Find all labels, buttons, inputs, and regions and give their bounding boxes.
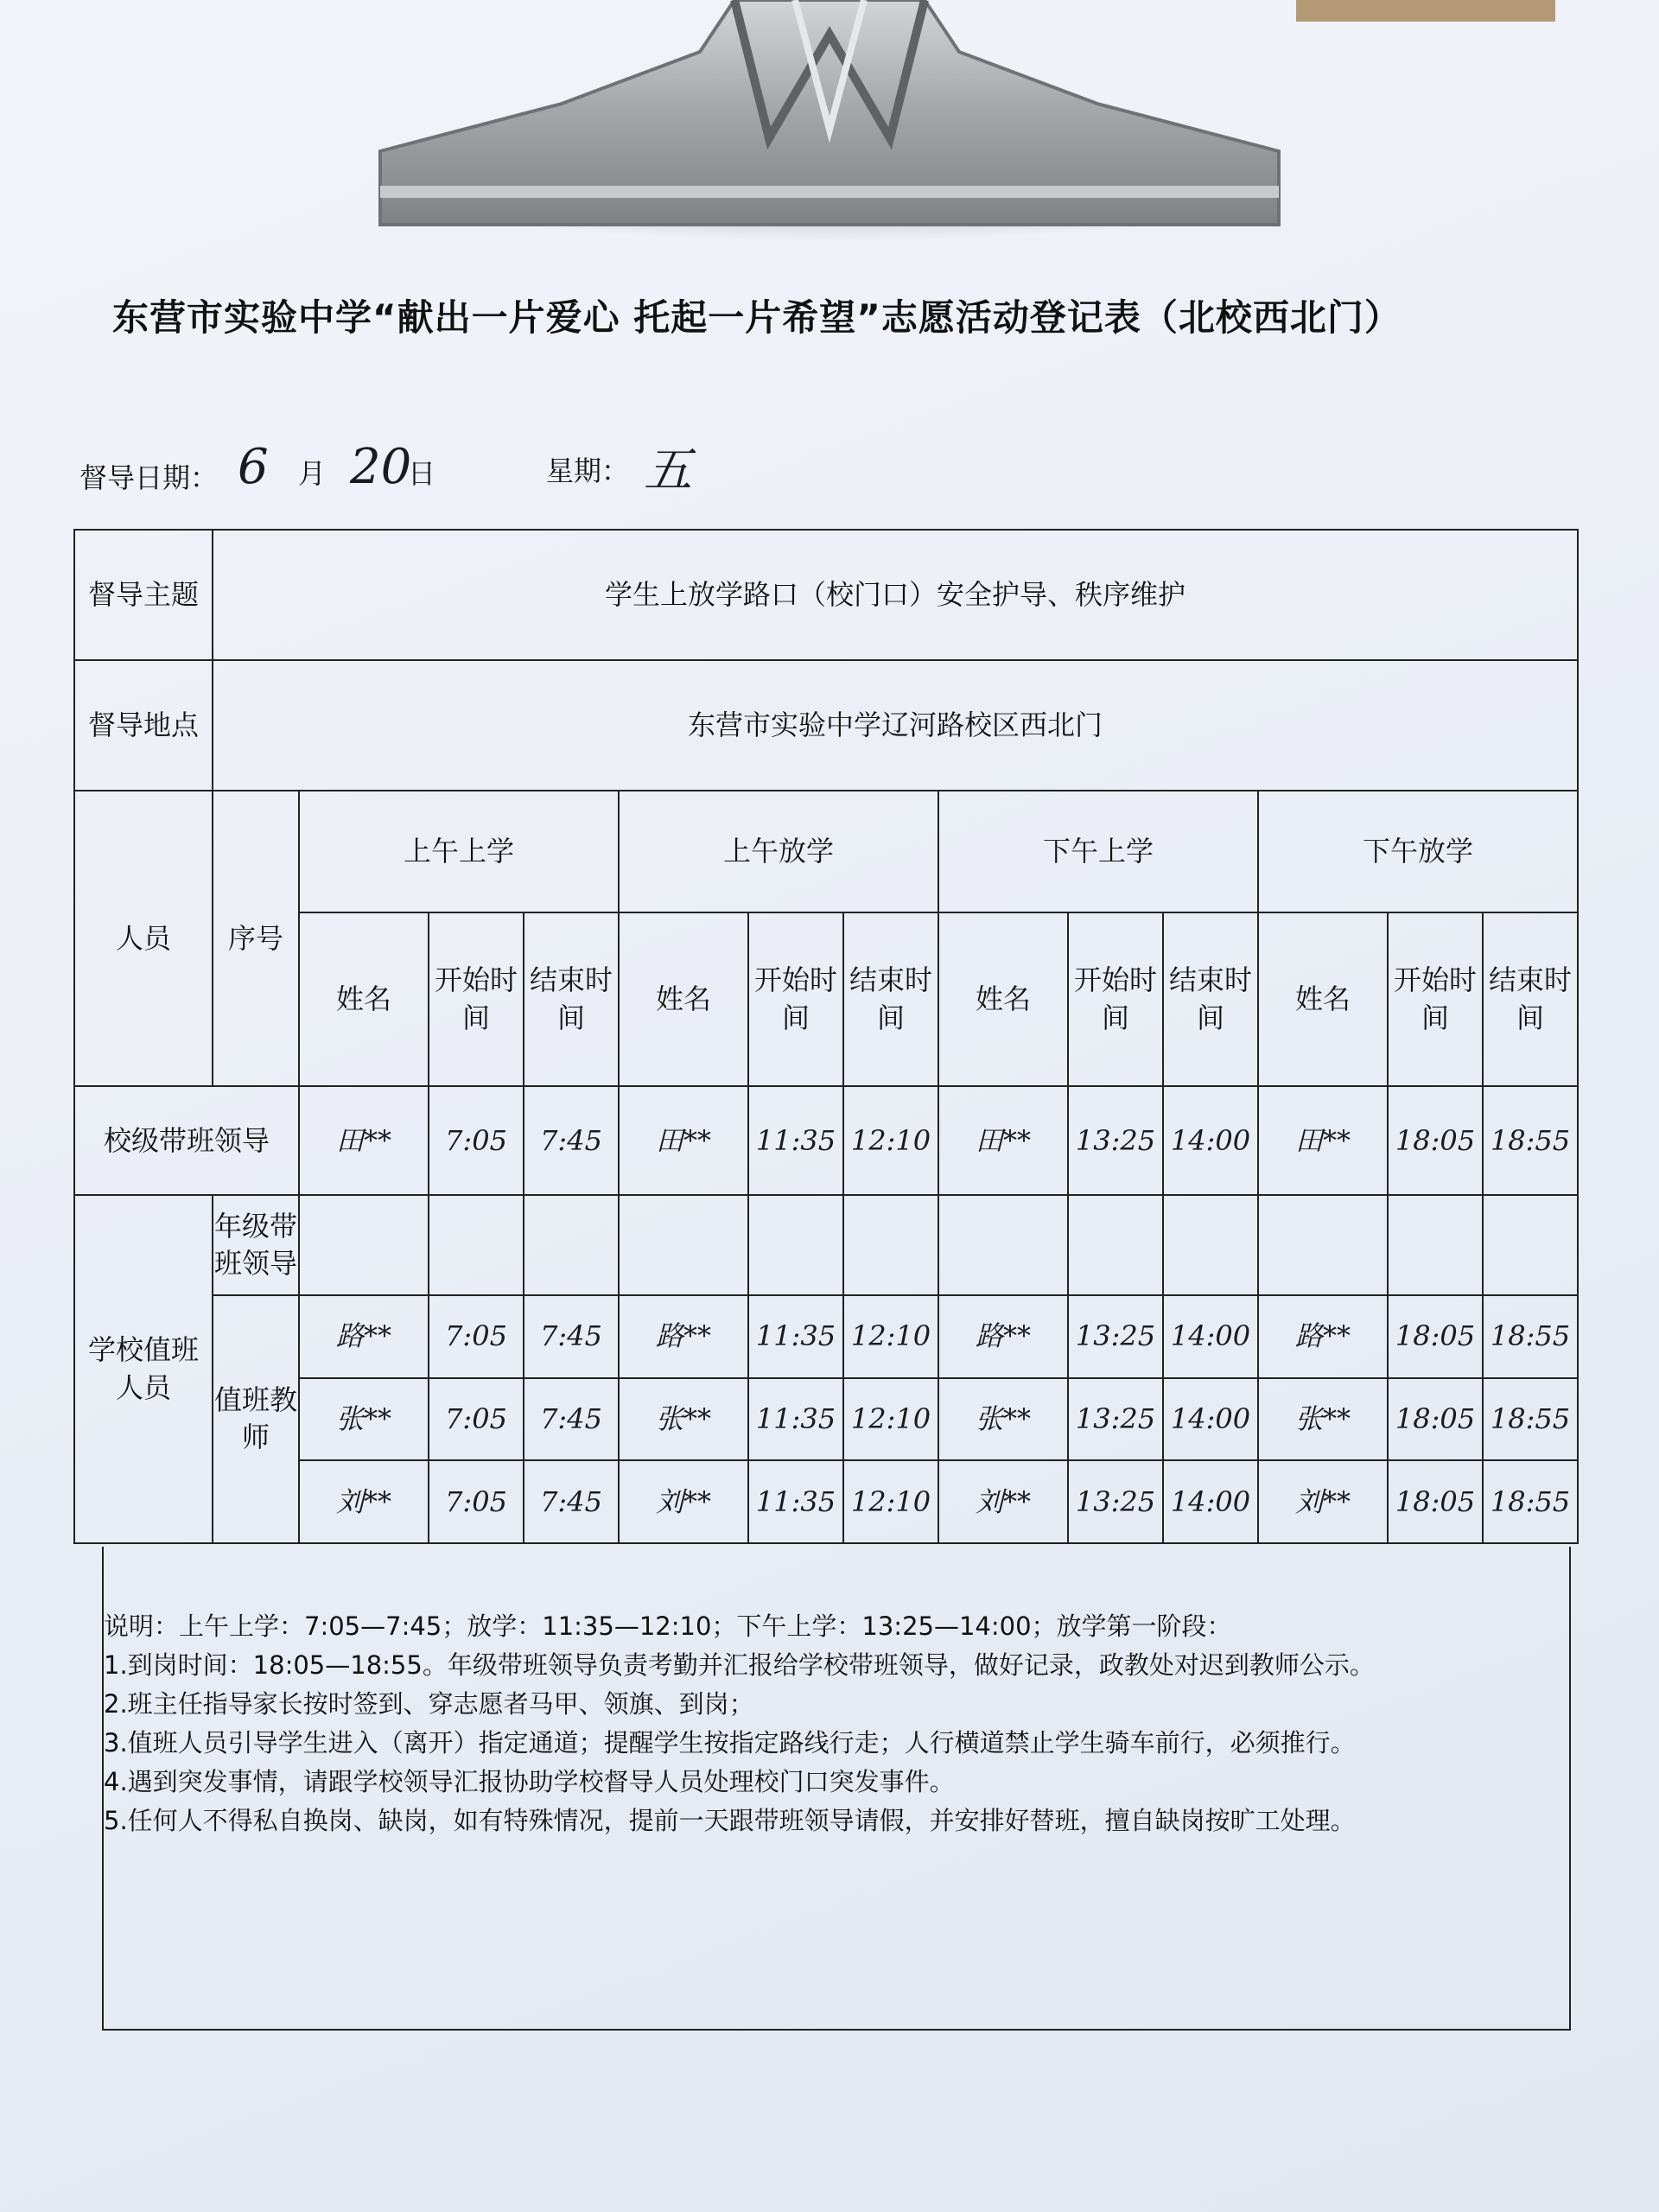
teacher-cell: 18:05 [1388, 1378, 1483, 1461]
location-value: 东营市实验中学辽河路校区西北门 [213, 660, 1578, 791]
leader-cell: 田** [1258, 1086, 1388, 1195]
teacher-cell: 张** [1258, 1378, 1388, 1461]
date-label: 督导日期： [79, 461, 219, 494]
grade-leader-cell [1483, 1195, 1578, 1295]
sub-header-start: 开始时间 [748, 912, 843, 1086]
sub-header-name: 姓名 [938, 912, 1068, 1086]
teacher-cell: 路** [619, 1295, 748, 1378]
teacher-cell: 7:05 [429, 1378, 524, 1461]
personnel-header: 人员 [74, 791, 213, 1086]
teacher-cell: 路** [938, 1295, 1068, 1378]
teacher-cell: 14:00 [1163, 1295, 1258, 1378]
day-char: 日 [408, 457, 436, 490]
teacher-cell: 路** [299, 1295, 429, 1378]
note-line: 2.班主任指导家长按时签到、穿志愿者马甲、领旗、到岗； [104, 1689, 754, 1719]
clipboard-board [1296, 0, 1555, 22]
teacher-cell: 张** [619, 1378, 748, 1461]
weekday-label: 星期： [546, 454, 630, 487]
teacher-cell: 18:55 [1483, 1460, 1578, 1543]
teacher-cell: 7:45 [524, 1378, 619, 1461]
teacher-cell: 13:25 [1068, 1295, 1163, 1378]
teacher-cell: 18:55 [1483, 1378, 1578, 1461]
teacher-cell: 刘** [619, 1460, 748, 1543]
leader-cell: 13:25 [1068, 1086, 1163, 1195]
note-line: 说明：上午上学：7:05—7:45；放学：11:35—12:10；下午上学：13:25—14:00；放学第一阶段： [104, 1611, 1232, 1641]
registration-table [73, 529, 1579, 1544]
period-header-morning-dismissal: 上午放学 [619, 791, 938, 912]
teacher-cell: 刘** [1258, 1460, 1388, 1543]
sub-header-end: 结束时间 [843, 912, 938, 1086]
grade-leader-cell [619, 1195, 748, 1295]
teacher-cell: 18:55 [1483, 1295, 1578, 1378]
teacher-cell: 7:05 [429, 1460, 524, 1543]
leader-cell: 7:05 [429, 1086, 524, 1195]
period-header-afternoon-arrival: 下午上学 [938, 791, 1258, 912]
leader-label: 校级带班领导 [74, 1086, 299, 1195]
note-line: 3.值班人员引导学生进入（离开）指定通道；提醒学生按指定路线行走；人行横道禁止学生骑车前行，必须推行。 [104, 1728, 1356, 1758]
grade-leader-cell [1068, 1195, 1163, 1295]
weekday-handwritten: 五 [644, 442, 692, 499]
grade-leader-cell [299, 1195, 429, 1295]
teacher-cell: 13:25 [1068, 1460, 1163, 1543]
teacher-cell: 7:45 [524, 1295, 619, 1378]
leader-cell: 7:45 [524, 1086, 619, 1195]
teacher-cell: 14:00 [1163, 1378, 1258, 1461]
table-row-teacher [74, 1295, 1578, 1378]
teacher-cell: 7:45 [524, 1460, 619, 1543]
note-line: 4.遇到突发事情，请跟学校领导汇报协助学校督导人员处理校门口突发事件。 [104, 1767, 955, 1796]
leader-cell: 田** [619, 1086, 748, 1195]
sub-header-start: 开始时间 [429, 912, 524, 1086]
teacher-cell: 13:25 [1068, 1378, 1163, 1461]
sub-header-name: 姓名 [299, 912, 429, 1086]
teacher-cell: 张** [299, 1378, 429, 1461]
table-row-leader [74, 1086, 1578, 1195]
sub-header-end: 结束时间 [1163, 912, 1258, 1086]
form-title: 东营市实验中学“献出一片爱心 托起一片希望”志愿活动登记表（北校西北门） [112, 296, 1402, 339]
table-row-teacher [74, 1378, 1578, 1461]
sub-header-end: 结束时间 [1483, 912, 1578, 1086]
leader-cell: 18:05 [1388, 1086, 1483, 1195]
grade-leader-cell [938, 1195, 1068, 1295]
leader-cell: 11:35 [748, 1086, 843, 1195]
theme-value: 学生上放学路口（校门口）安全护导、秩序维护 [213, 530, 1578, 660]
teacher-cell: 11:35 [748, 1295, 843, 1378]
teacher-label: 值班教师 [213, 1295, 299, 1543]
leader-cell: 12:10 [843, 1086, 938, 1195]
teacher-cell: 刘** [299, 1460, 429, 1543]
note-line: 1.到岗时间：18:05—18:55。年级带班领导负责考勤并汇报给学校带班领导，做好记录，政教处对迟到教师公示。 [104, 1650, 1375, 1680]
teacher-cell: 18:05 [1388, 1460, 1483, 1543]
teacher-cell: 18:05 [1388, 1295, 1483, 1378]
grade-leader-cell [524, 1195, 619, 1295]
sub-header-start: 开始时间 [1068, 912, 1163, 1086]
grade-leader-cell [748, 1195, 843, 1295]
location-label: 督导地点 [74, 660, 213, 791]
month-char: 月 [298, 457, 327, 490]
leader-cell: 田** [299, 1086, 429, 1195]
grade-leader-cell [429, 1195, 524, 1295]
sub-header-name: 姓名 [619, 912, 748, 1086]
teacher-cell: 12:10 [843, 1378, 938, 1461]
teacher-cell: 7:05 [429, 1295, 524, 1378]
notes-box [102, 1547, 1571, 2031]
grade-leader-label: 年级带班领导 [213, 1195, 299, 1295]
leader-cell: 14:00 [1163, 1086, 1258, 1195]
teacher-cell: 张** [938, 1378, 1068, 1461]
period-header-afternoon-dismissal: 下午放学 [1258, 791, 1578, 912]
sub-header-start: 开始时间 [1388, 912, 1483, 1086]
grade-leader-cell [1258, 1195, 1388, 1295]
teacher-cell: 刘** [938, 1460, 1068, 1543]
note-line: 5.任何人不得私自换岗、缺岗，如有特殊情况，提前一天跟带班领导请假，并安排好替班，擅自缺岗按旷工处理。 [104, 1806, 1356, 1835]
grade-leader-cell [1388, 1195, 1483, 1295]
date-day-handwritten: 20 [350, 439, 412, 495]
period-header-morning-arrival: 上午上学 [299, 791, 619, 912]
table-row-grade-leader [74, 1195, 1578, 1295]
sub-header-end: 结束时间 [524, 912, 619, 1086]
sub-header-name: 姓名 [1258, 912, 1388, 1086]
teacher-cell: 11:35 [748, 1460, 843, 1543]
teacher-cell: 14:00 [1163, 1460, 1258, 1543]
teacher-cell: 12:10 [843, 1460, 938, 1543]
grade-leader-cell [843, 1195, 938, 1295]
teacher-cell: 11:35 [748, 1378, 843, 1461]
leader-cell: 田** [938, 1086, 1068, 1195]
grade-leader-cell [1163, 1195, 1258, 1295]
seq-header: 序号 [213, 791, 299, 1086]
date-month-handwritten: 6 [238, 439, 269, 495]
duty-label: 学校值班人员 [74, 1195, 213, 1543]
teacher-cell: 路** [1258, 1295, 1388, 1378]
table-row-teacher [74, 1460, 1578, 1543]
metal-clip-icon [363, 0, 1296, 233]
theme-label: 督导主题 [74, 530, 213, 660]
leader-cell: 18:55 [1483, 1086, 1578, 1195]
teacher-cell: 12:10 [843, 1295, 938, 1378]
